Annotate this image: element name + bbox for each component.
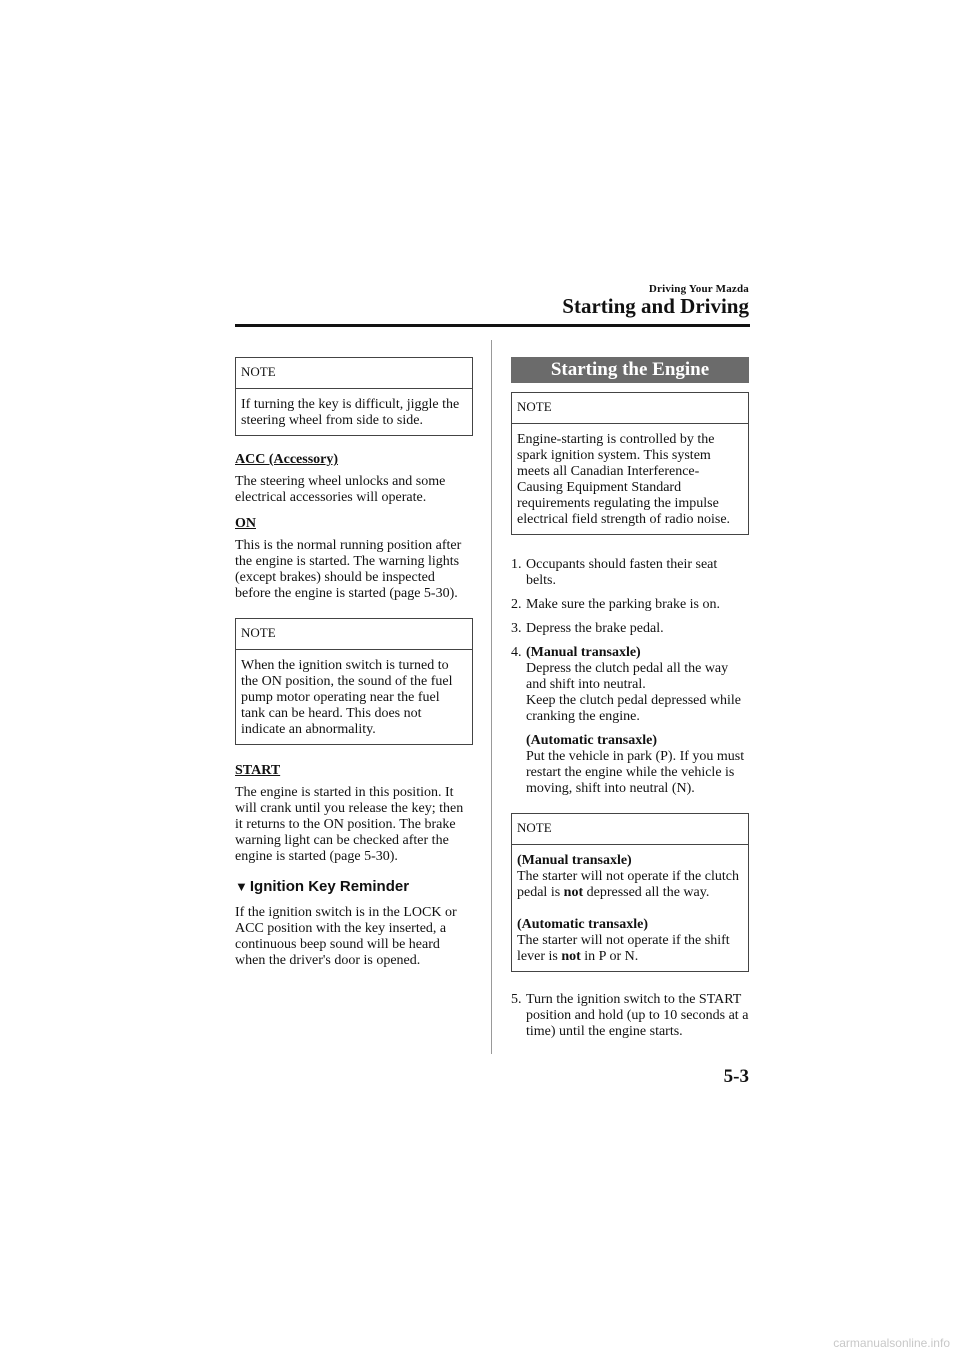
note-manual-title: (Manual transaxle) <box>517 853 632 868</box>
header-section: Driving Your Mazda <box>648 283 749 295</box>
left-column <box>235 357 473 979</box>
note-box-spark-ignition <box>511 392 749 535</box>
step-text: Depress the brake pedal. <box>526 621 664 636</box>
reminder-heading-text: Ignition Key Reminder <box>249 878 410 895</box>
note-box-starter <box>511 813 749 972</box>
step-5 <box>511 992 749 1040</box>
step4-manual-text-2: Keep the clutch pedal depressed while cranking the engine. <box>526 693 741 724</box>
note-manual-bold: not <box>563 885 584 900</box>
note-text: If turning the key is difficult, jiggle the steering wheel from side to side. <box>241 397 460 428</box>
page-number: 5-3 <box>723 1066 749 1087</box>
note-label: NOTE <box>236 619 472 650</box>
note-auto-post: in P or N. <box>580 949 639 964</box>
note-box-fuel-pump <box>235 618 473 745</box>
on-heading: ON <box>235 516 256 531</box>
on-text: This is the normal running position after the engine is started. The warning lights (except brakes) should be inspected before the engine is started (page 5-30). <box>235 538 462 601</box>
note-label: NOTE <box>512 393 748 424</box>
triangle-marker-icon: ▼ <box>235 879 248 894</box>
step-number: 1. <box>511 557 522 572</box>
header-rule <box>235 324 750 327</box>
step-text: Occupants should fasten their seat belts. <box>526 557 718 588</box>
step-3 <box>511 621 749 637</box>
note-label: NOTE <box>236 358 472 389</box>
step-number: 4. <box>511 645 522 660</box>
step-text: Make sure the parking brake is on. <box>526 597 720 612</box>
note-auto-title: (Automatic transaxle) <box>517 917 649 932</box>
note-auto-bold: not <box>561 949 581 964</box>
start-steps-list-cont <box>511 992 749 1040</box>
step-number: 3. <box>511 621 522 636</box>
section-title-bar: Starting the Engine <box>511 357 749 383</box>
step-number: 2. <box>511 597 522 612</box>
note-manual-post: depressed all the way. <box>583 885 710 900</box>
note-label: NOTE <box>512 814 748 845</box>
start-steps-list <box>511 557 749 797</box>
start-heading: START <box>235 763 281 778</box>
page-title: Starting and Driving <box>562 294 749 318</box>
step-4 <box>511 645 749 797</box>
acc-text: The steering wheel unlocks and some electrical accessories will operate. <box>235 474 446 505</box>
right-column <box>511 357 749 1048</box>
step-2 <box>511 597 749 613</box>
start-text: The engine is started in this position. It will crank until you release the key; then it returns to the ON position. The brake warning light can be checked after the engine is started (page 5-30). <box>235 785 464 864</box>
step-text: Turn the ignition switch to the START position and hold (up to 10 seconds at a time) until the engine starts. <box>526 992 749 1039</box>
note-box-key-difficult <box>235 357 473 436</box>
acc-heading: ACC (Accessory) <box>235 452 339 467</box>
step-1 <box>511 557 749 589</box>
step4-auto-text: Put the vehicle in park (P). If you must restart the engine while the vehicle is moving, shift into neutral (N). <box>526 749 745 796</box>
reminder-text: If the ignition switch is in the LOCK or ACC position with the key inserted, a continuous beep sound will be heard when the driver's door is opened. <box>235 905 457 968</box>
step4-manual-title: (Manual transaxle) <box>526 645 641 660</box>
note-manual-pre: The starter will not operate if the clutch pedal is <box>517 869 739 900</box>
note-text: When the ignition switch is turned to the ON position, the sound of the fuel pump motor operating near the fuel tank can be heard. This does not indicate an abnormality. <box>241 658 453 737</box>
column-divider <box>491 340 492 1054</box>
step4-auto-title: (Automatic transaxle) <box>526 733 658 748</box>
ignition-key-reminder-heading <box>235 879 473 895</box>
step4-manual-text: Depress the clutch pedal all the way and shift into neutral. <box>526 661 729 692</box>
note-auto-pre: The starter will not operate if the shift lever is <box>517 933 730 964</box>
note-text: Engine-starting is controlled by the spark ignition system. This system meets all Canadian Interference-Causing Equipment Standard requirements regulating the impulse electrical field strength of radio noise. <box>517 432 731 527</box>
watermark: carmanualsonline.info <box>833 1336 950 1350</box>
step-number: 5. <box>511 992 522 1007</box>
